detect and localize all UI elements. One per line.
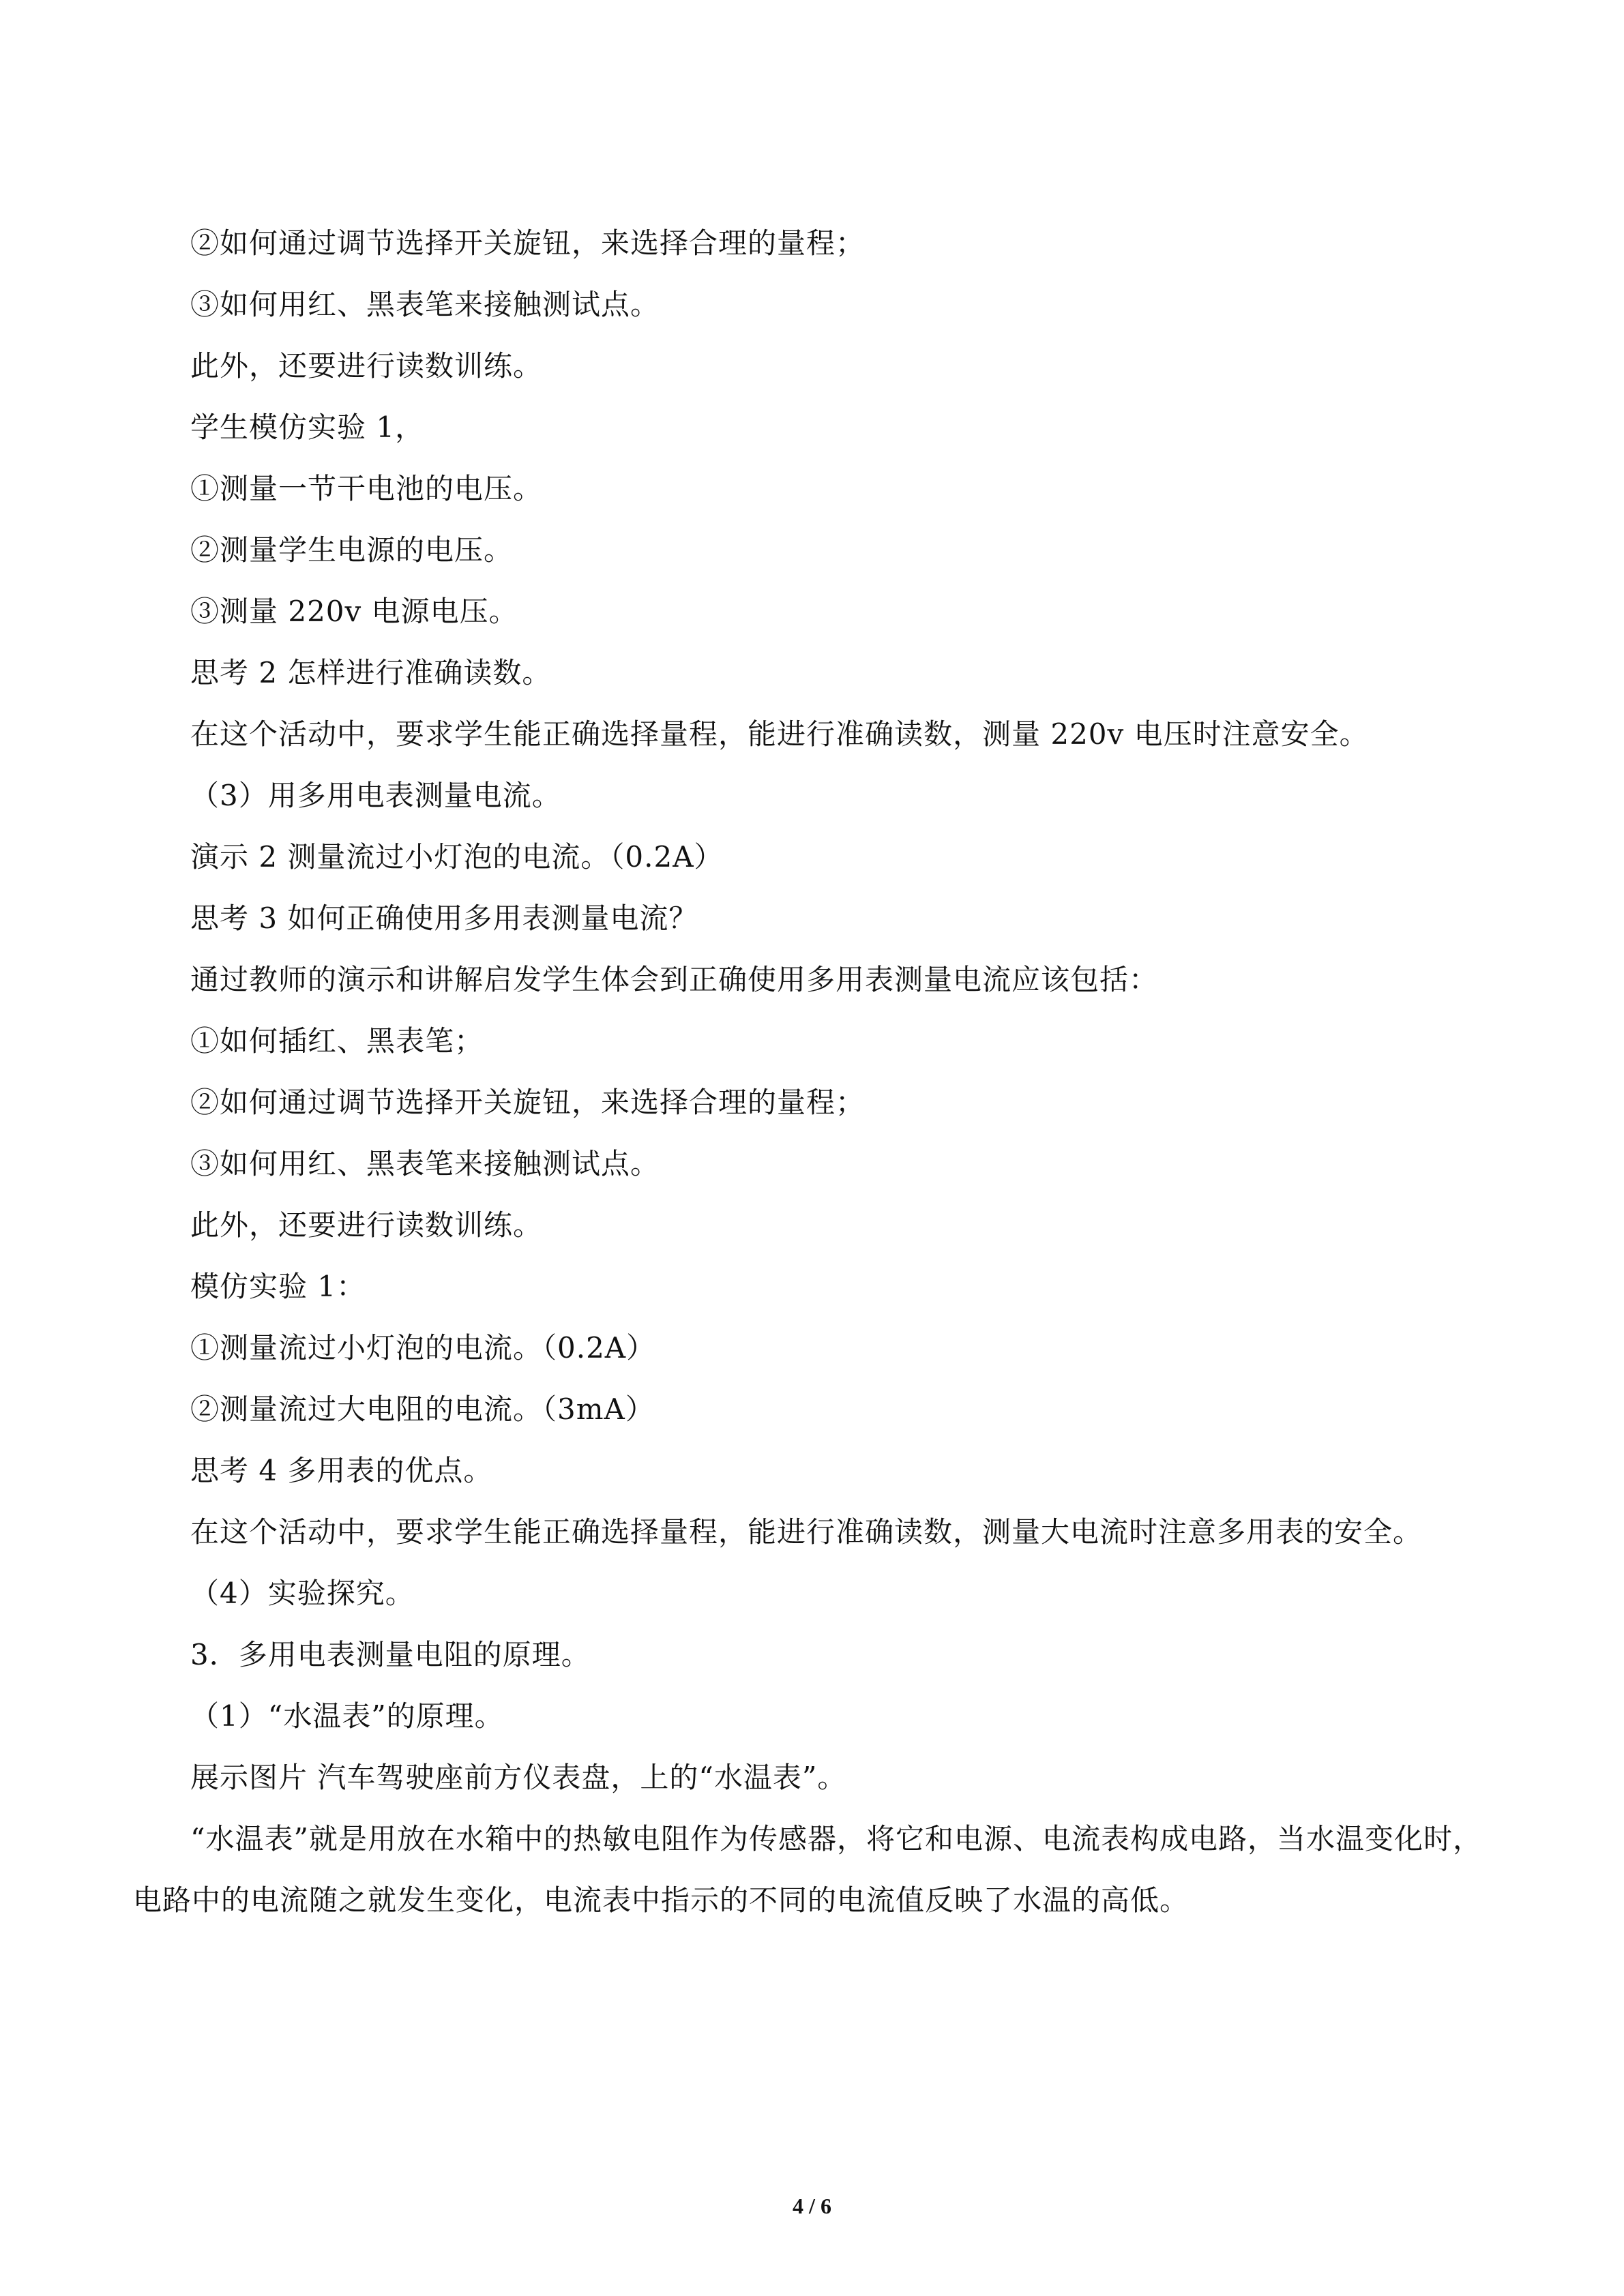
- paragraph: 模仿实验 1：: [190, 1270, 366, 1303]
- paragraph: ③测量 220v 电源电压。: [190, 595, 518, 628]
- paragraph: ②测量流过大电阻的电流。（3mA）: [190, 1392, 655, 1426]
- paragraph: 思考 3 如何正确使用多用表测量电流？: [190, 901, 698, 935]
- paragraph: 此外，还要进行读数训练。: [190, 1208, 543, 1242]
- paragraph: ②如何通过调节选择开关旋钮，来选择合理的量程；: [190, 1086, 866, 1119]
- paragraph: （4）实验探究。: [190, 1577, 415, 1610]
- paragraph: 学生模仿实验 1，: [190, 411, 425, 444]
- paragraph: ②如何通过调节选择开关旋钮，来选择合理的量程；: [190, 226, 866, 260]
- document-body: [133, 213, 1483, 1931]
- paragraph: ①如何插红、黑表笔；: [190, 1024, 484, 1058]
- paragraph: “水温表”就是用放在水箱中的热敏电阻作为传感器，将它和电源、电流表构成电路，当水温变化时，电路中的电流随之就发生变化，电流表中指示的不同的电流值反映了水温的高低。: [133, 1822, 1482, 1917]
- paragraph: 在这个活动中，要求学生能正确选择量程，能进行准确读数，测量 220v 电压时注意安全。: [190, 717, 1369, 751]
- paragraph: 思考 2 怎样进行准确读数。: [190, 656, 552, 689]
- page-number: 4 / 6: [793, 2194, 831, 2218]
- paragraph: （3）用多用电表测量电流。: [190, 779, 561, 812]
- paragraph: ②测量学生电源的电压。: [190, 533, 514, 567]
- paragraph: ①测量流过小灯泡的电流。（0.2A）: [190, 1331, 656, 1365]
- paragraph: ③如何用红、黑表笔来接触测试点。: [190, 288, 660, 321]
- paragraph: 演示 2 测量流过小灯泡的电流。（0.2A）: [190, 840, 724, 874]
- paragraph: 思考 4 多用表的优点。: [190, 1454, 493, 1487]
- paragraph: 通过教师的演示和讲解启发学生体会到正确使用多用表测量电流应该包括：: [190, 963, 1159, 996]
- paragraph: 此外，还要进行读数训练。: [190, 349, 543, 383]
- paragraph: 展示图片 汽车驾驶座前方仪表盘，上的“水温表”。: [190, 1761, 847, 1794]
- paragraph: （1）“水温表”的原理。: [190, 1699, 504, 1733]
- paragraph: ①测量一节干电池的电压。: [190, 472, 543, 505]
- paragraph: ③如何用红、黑表笔来接触测试点。: [190, 1147, 660, 1180]
- paragraph: 在这个活动中，要求学生能正确选择量程，能进行准确读数，测量大电流时注意多用表的安全。: [190, 1515, 1423, 1549]
- paragraph: 3．多用电表测量电阻的原理。: [190, 1638, 591, 1671]
